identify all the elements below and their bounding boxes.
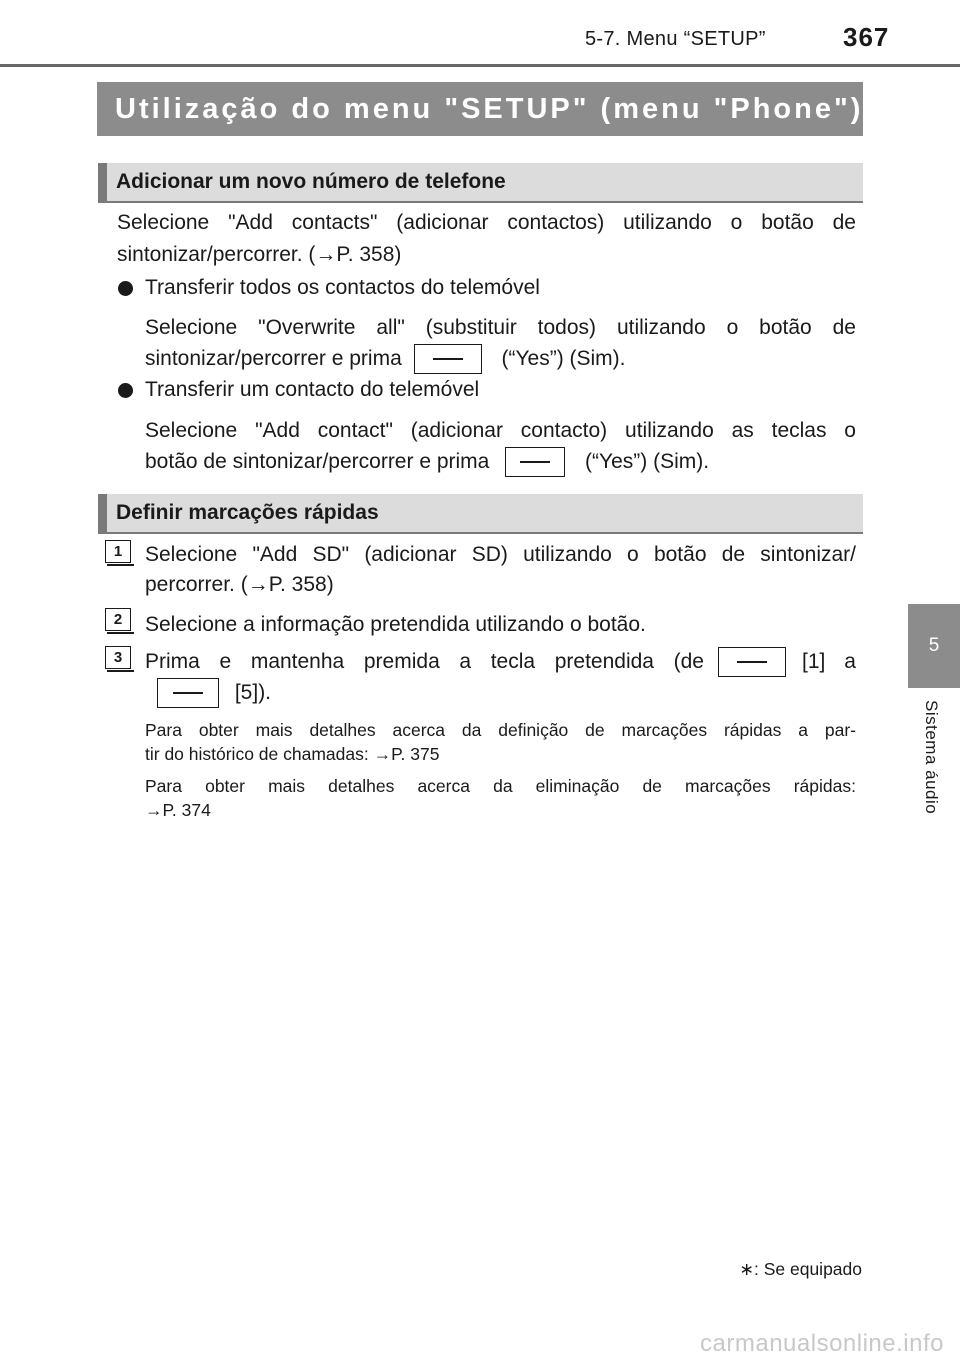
bullet-2-line-1: Selecione "Add contact" (adicionar contacto) utilizando as teclas o bbox=[145, 419, 856, 442]
bullet-2-line-2-text: botão de sintonizar/percorrer e prima bbox=[145, 450, 490, 473]
bullet-icon bbox=[118, 281, 133, 296]
number-key-icon bbox=[718, 647, 786, 677]
yes-key-icon bbox=[414, 344, 482, 374]
step-3-line-1-text: Prima e mantenha premida a tecla pretendida (de bbox=[145, 650, 704, 673]
step-2-line-1: Selecione a informação pretendida utilizando o botão. bbox=[145, 613, 646, 636]
footnote: ∗: Se equipado bbox=[739, 1259, 862, 1279]
section-heading-add-number: Adicionar um novo número de telefone bbox=[98, 163, 863, 201]
step-3-line-1 bbox=[145, 647, 856, 677]
header-divider bbox=[0, 64, 960, 67]
step-number-3: 3 bbox=[105, 646, 131, 669]
watermark: carmanualsonline.info bbox=[700, 1330, 944, 1357]
yes-key-icon bbox=[505, 447, 565, 477]
bullet-2-line-2 bbox=[145, 447, 709, 477]
bullet-2-heading: Transferir um contacto do telemóvel bbox=[145, 378, 480, 401]
note-1-line-2: tir do histórico de chamadas: →P. 375 bbox=[145, 744, 440, 764]
chapter-tab: 5 bbox=[908, 604, 960, 688]
section-title: 5-7. Menu “SETUP” bbox=[585, 28, 766, 50]
page-title bbox=[97, 82, 883, 136]
bullet-icon bbox=[118, 383, 133, 398]
page-number: 367 bbox=[843, 22, 890, 52]
note-1-line-1: Para obter mais detalhes acerca da definição de marcações rápidas a par- bbox=[145, 720, 856, 740]
bullet-1-heading: Transferir todos os contactos do telemóvel bbox=[145, 276, 540, 299]
page-title-text: Utilização do menu "SETUP" (menu "Phone") bbox=[115, 92, 864, 125]
intro-line-2: sintonizar/percorrer. (→P. 358) bbox=[117, 243, 402, 266]
chapter-label: Sistema áudio bbox=[922, 700, 941, 815]
number-key-icon bbox=[157, 678, 219, 708]
step-3-line-2 bbox=[145, 678, 271, 708]
bullet-1-line-1: Selecione "Overwrite all" (substituir todos) utilizando o botão de bbox=[145, 316, 856, 339]
bullet-2-line-2-suffix: (“Yes”) (Sim). bbox=[585, 450, 710, 473]
section-heading-speed-dials: Definir marcações rápidas bbox=[98, 494, 863, 532]
step-3-line-2-text: [5]). bbox=[234, 681, 272, 704]
bullet-1-line-2-text: sintonizar/percorrer e prima bbox=[145, 347, 402, 370]
bullet-1-line-2 bbox=[145, 344, 626, 374]
step-1-line-1: Selecione "Add SD" (adicionar SD) utilizando o botão de sintonizar/ bbox=[145, 543, 856, 566]
note-2-line-1: Para obter mais detalhes acerca da eliminação de marcações rápidas: bbox=[145, 776, 856, 796]
equipped-mark: ∗ bbox=[865, 88, 883, 110]
intro-line-1: Selecione "Add contacts" (adicionar contactos) utilizando o botão de bbox=[117, 211, 856, 234]
step-3-line-1-suffix: [1] a bbox=[802, 650, 856, 673]
bullet-1-line-2-suffix: (“Yes”) (Sim). bbox=[501, 347, 626, 370]
step-number-1: 1 bbox=[105, 540, 131, 563]
step-number-2: 2 bbox=[105, 608, 131, 631]
step-1-line-2: percorrer. (→P. 358) bbox=[145, 573, 334, 596]
note-2-line-2: →P. 374 bbox=[145, 800, 211, 820]
